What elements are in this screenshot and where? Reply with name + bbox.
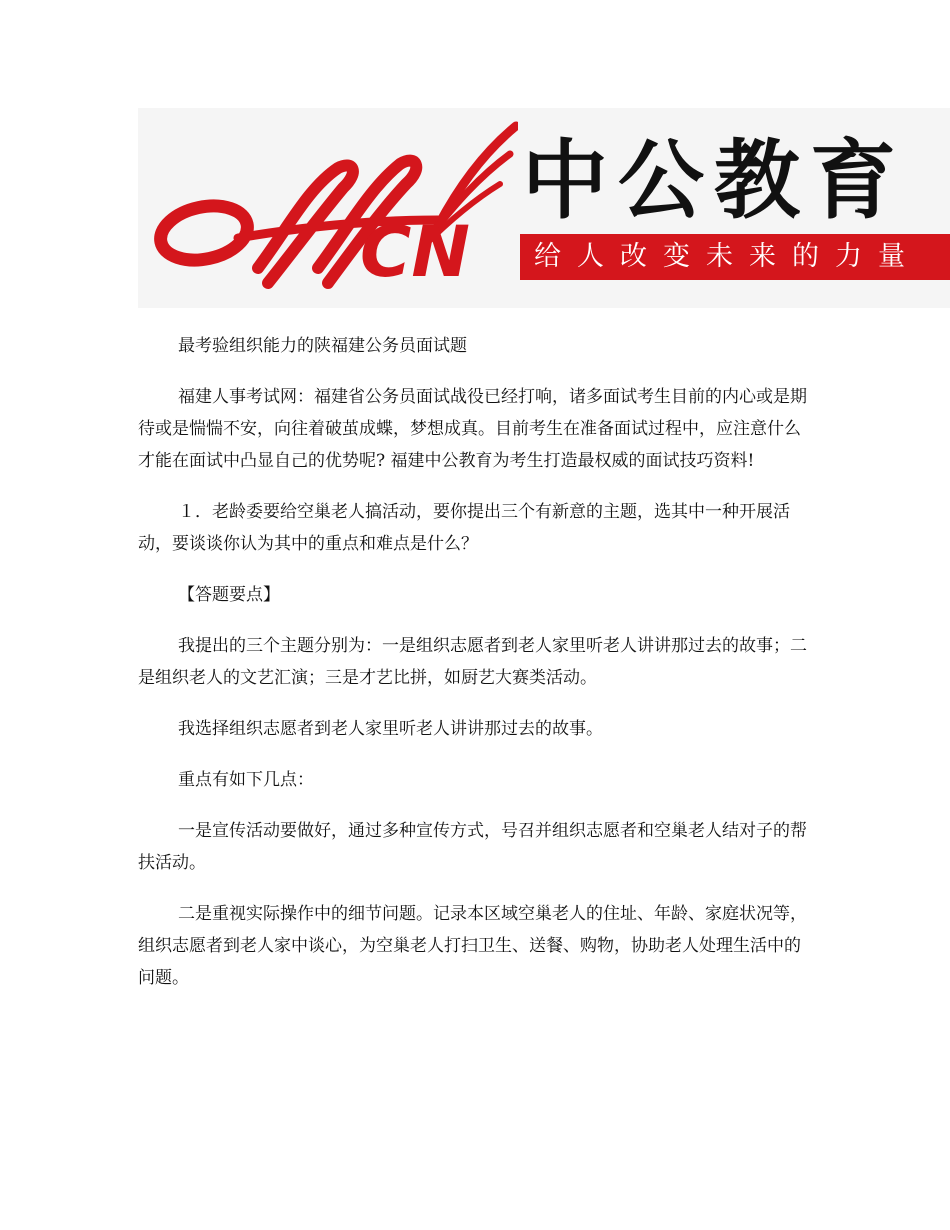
- paragraph: 福建人事考试网：福建省公务员面试战役已经打响，诸多面试考生目前的内心或是期待或是惴惴不安，向往着破茧成蝶，梦想成真。目前考生在准备面试过程中，应注意什么才能在面试中凸显自己的优势呢? 福建中公教育为考生打造最权威的面试技巧资料!: [138, 387, 807, 471]
- paragraph: 【答题要点】: [178, 585, 280, 605]
- paragraph: 我提出的三个主题分别为：一是组织志愿者到老人家里听老人讲讲那过去的故事；二是组织老人的文艺汇演；三是才艺比拼，如厨艺大赛类活动。: [138, 636, 807, 688]
- article-body: [138, 330, 813, 1013]
- slogan-bar: [520, 234, 950, 280]
- article-title: 最考验组织能力的陕福建公务员面试题: [178, 336, 467, 356]
- offcn-logo-mark: [138, 108, 518, 308]
- slogan: 给人改变未来的力量: [534, 241, 921, 272]
- paragraph: 二是重视实际操作中的细节问题。记录本区域空巢老人的住址、年龄、家庭状况等，组织志愿者到老人家中谈心，为空巢老人打扫卫生、送餐、购物，协助老人处理生活中的问题。: [138, 904, 807, 988]
- brand-name: 中公教育: [522, 131, 906, 231]
- paragraph: １．老龄委要给空巢老人搞活动，要你提出三个有新意的主题，选其中一种开展活动，要谈谈你认为其中的重点和难点是什么？: [138, 502, 790, 554]
- paragraph: 重点有如下几点：: [178, 770, 314, 790]
- logo-banner: [138, 108, 950, 308]
- paragraph: 我选择组织志愿者到老人家里听老人讲讲那过去的故事。: [178, 719, 603, 739]
- logo-cn-text: CN: [360, 211, 470, 293]
- paragraph: 一是宣传活动要做好，通过多种宣传方式，号召并组织志愿者和空巢老人结对子的帮扶活动。: [138, 821, 807, 873]
